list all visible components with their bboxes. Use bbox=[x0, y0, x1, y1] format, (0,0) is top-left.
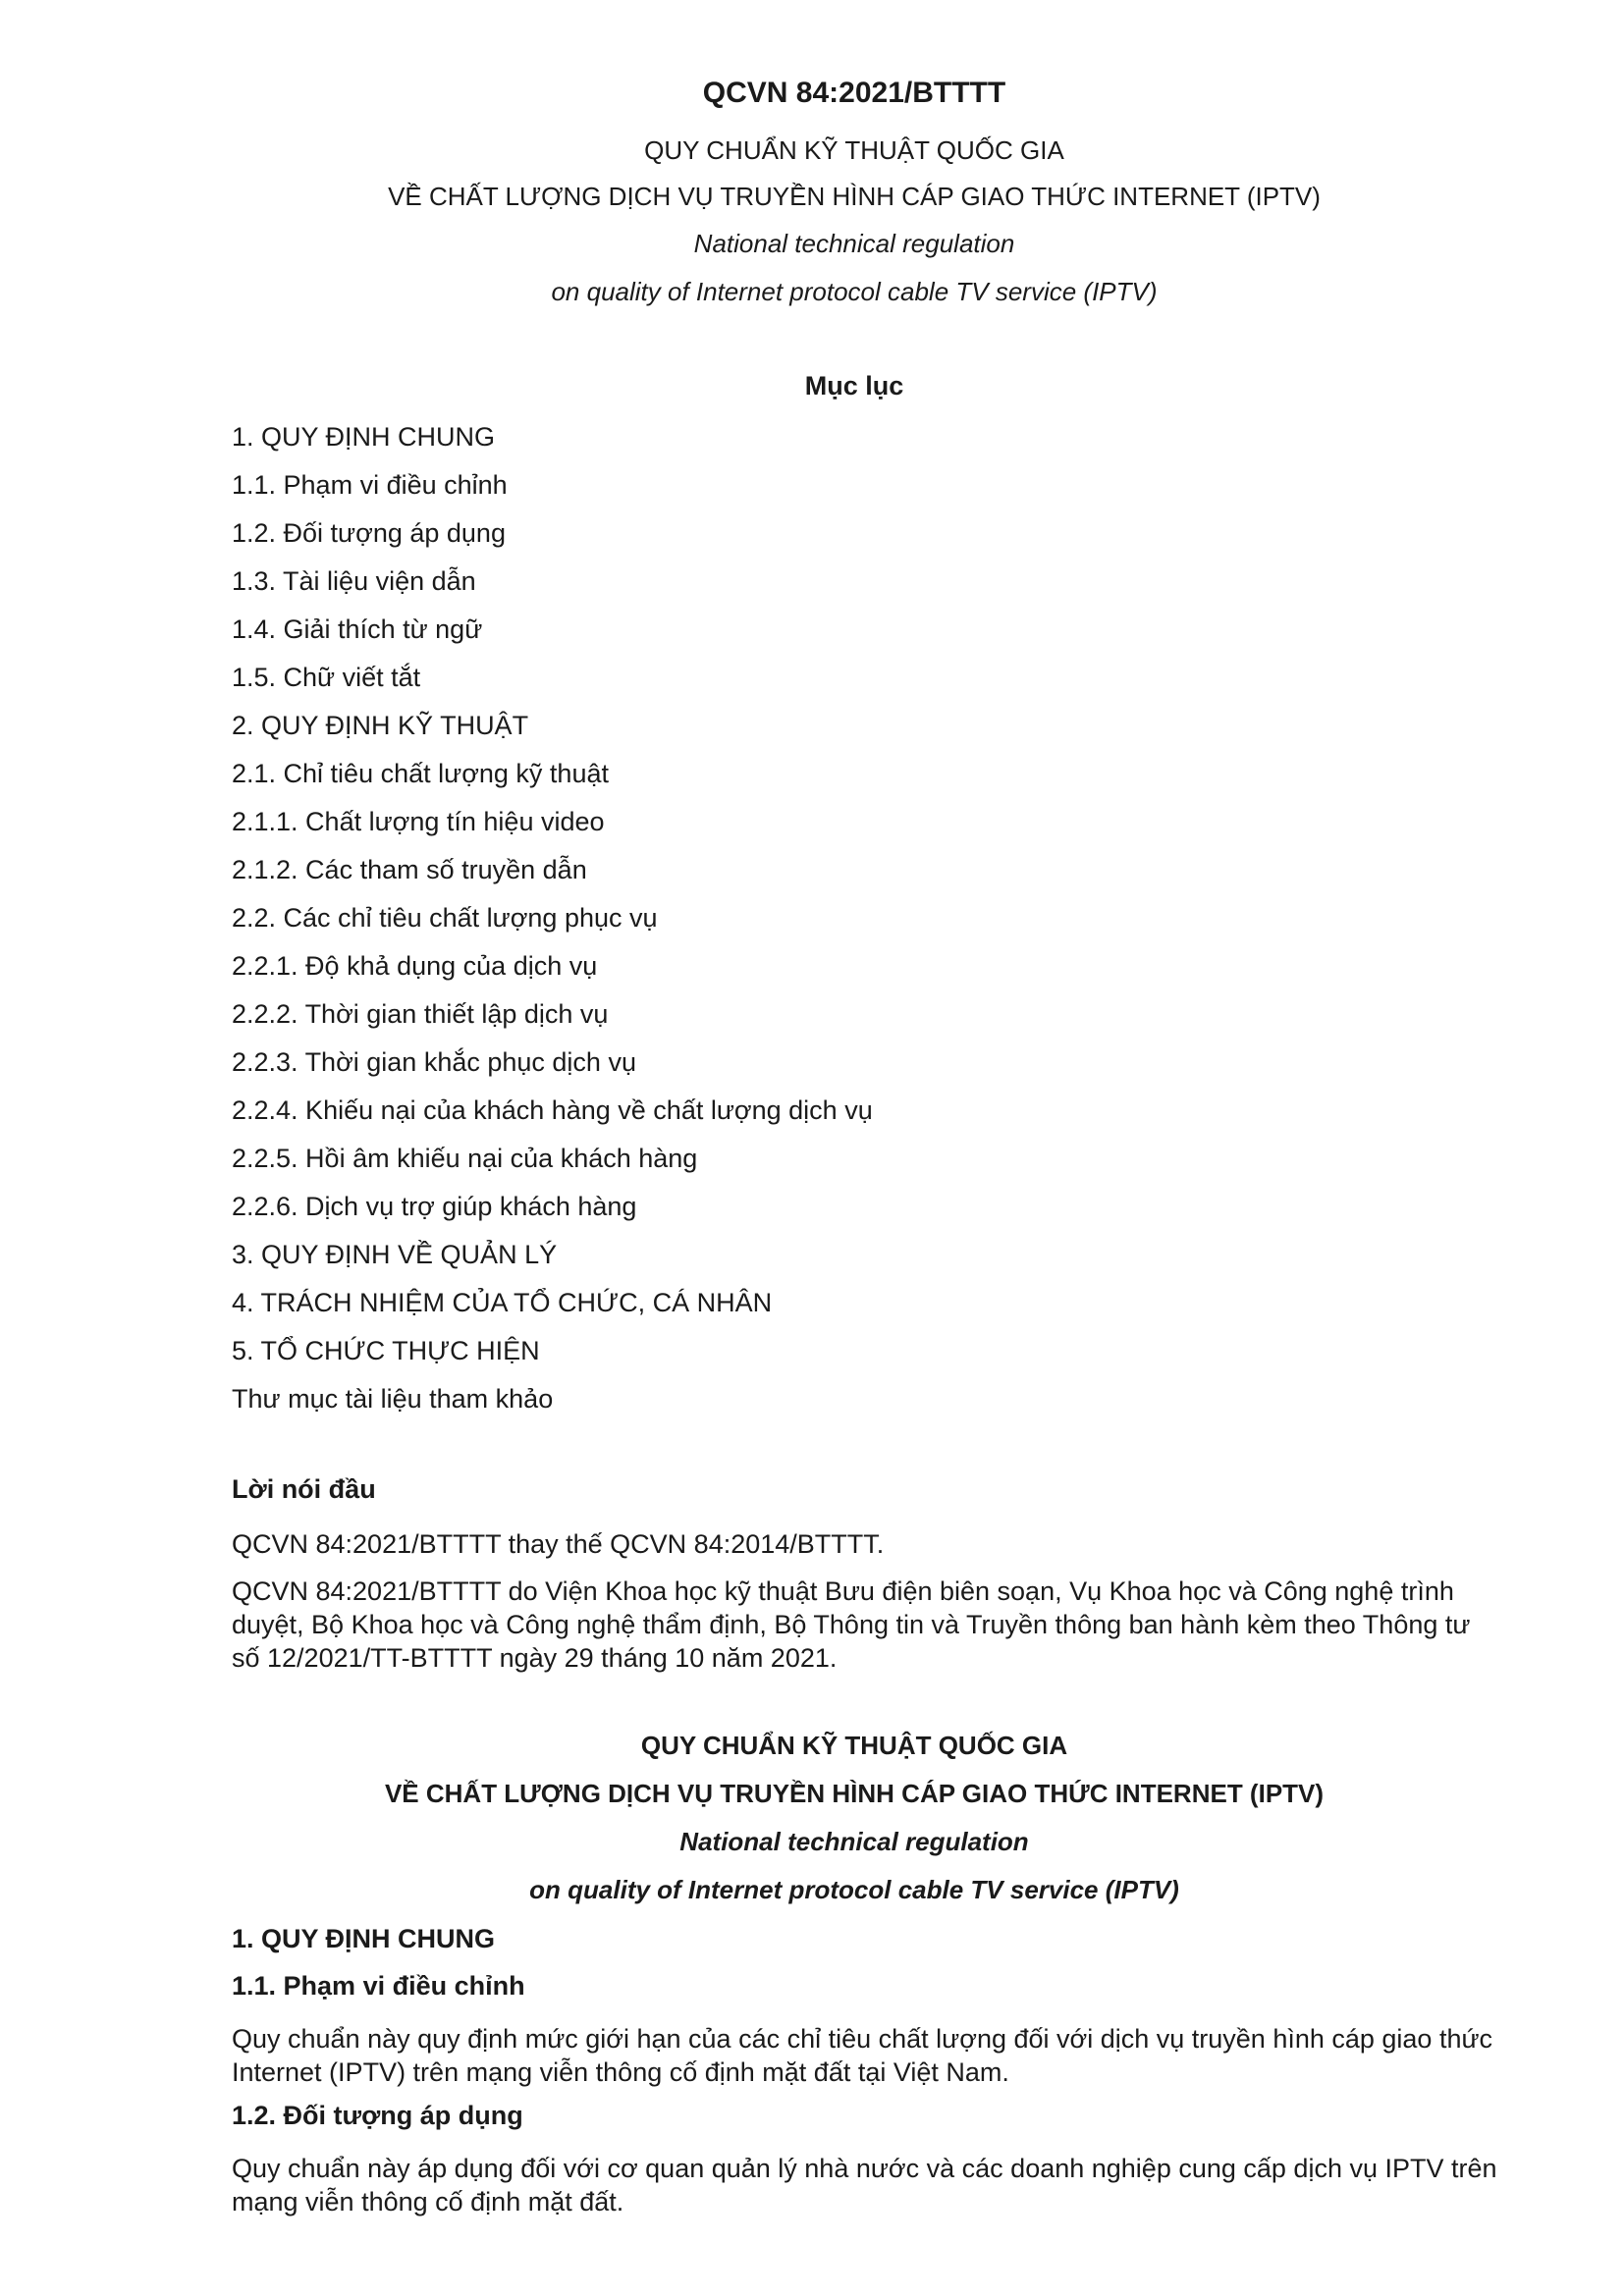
toc-item: 4. TRÁCH NHIỆM CỦA TỔ CHỨC, CÁ NHÂN bbox=[232, 1288, 773, 1317]
toc-item: 2.1. Chỉ tiêu chất lượng kỹ thuật bbox=[232, 759, 609, 788]
toc-item: 2.2.5. Hồi âm khiếu nại của khách hàng bbox=[232, 1144, 698, 1173]
toc-item: 1.3. Tài liệu viện dẫn bbox=[232, 566, 476, 596]
body-english-title-line-1: National technical regulation bbox=[679, 1827, 1029, 1856]
section-1-1-text: Quy chuẩn này quy định mức giới hạn của các chỉ tiêu chất lượng đối với dịch vụ truyền hình cáp giao thức Internet (IPTV) trên mạng viễn thông cố định mặt đất tại Việt Nam. bbox=[232, 2024, 1493, 2087]
toc-item: 1.1. Phạm vi điều chỉnh bbox=[232, 470, 508, 500]
section-1-2-heading: 1.2. Đối tượng áp dụng bbox=[232, 2101, 523, 2130]
section-1-2-text: Quy chuẩn này áp dụng đối với cơ quan quản lý nhà nước và các doanh nghiệp cung cấp dịch vụ IPTV trên mạng viễn thông cố định mặt đất. bbox=[232, 2154, 1497, 2216]
document-code: QCVN 84:2021/BTTTT bbox=[702, 77, 1006, 109]
english-title-line-2: on quality of Internet protocol cable TV service (IPTV) bbox=[551, 277, 1158, 306]
toc-item: 2.1.1. Chất lượng tín hiệu video bbox=[232, 807, 605, 836]
toc-item: Thư mục tài liệu tham khảo bbox=[232, 1384, 554, 1414]
toc-item: 3. QUY ĐỊNH VỀ QUẢN LÝ bbox=[232, 1240, 558, 1269]
toc-item: 2. QUY ĐỊNH KỸ THUẬT bbox=[232, 711, 529, 740]
foreword-paragraph-1: QCVN 84:2021/BTTTT thay thế QCVN 84:2014/BTTTT. bbox=[232, 1529, 885, 1559]
section-1-heading: 1. QUY ĐỊNH CHUNG bbox=[232, 1924, 496, 1953]
toc-item: 2.2.1. Độ khả dụng của dịch vụ bbox=[232, 951, 598, 981]
english-title-line-1: National technical regulation bbox=[693, 229, 1015, 258]
toc-item: 2.2.6. Dịch vụ trợ giúp khách hàng bbox=[232, 1192, 637, 1221]
toc-item: 1.4. Giải thích từ ngữ bbox=[232, 614, 483, 644]
toc-item: 2.2. Các chỉ tiêu chất lượng phục vụ bbox=[232, 903, 658, 933]
toc-item: 1.2. Đối tượng áp dụng bbox=[232, 518, 506, 548]
toc-title: Mục lục bbox=[804, 371, 904, 400]
body-title-line-1: QUY CHUẨN KỸ THUẬT QUỐC GIA bbox=[640, 1731, 1068, 1760]
foreword-heading: Lời nói đầu bbox=[232, 1474, 376, 1504]
foreword-paragraph-2: QCVN 84:2021/BTTTT do Viện Khoa học kỹ thuật Bưu điện biên soạn, Vụ Khoa học và Công nghệ trình duyệt, Bộ Khoa học và Công nghệ thẩm định, Bộ Thông tin và Truyền thông ban hành kèm theo Thông tư số 12/2021/TT-BTTTT ngày 29 tháng 10 năm 2021. bbox=[232, 1576, 1471, 1673]
toc-item: 5. TỔ CHỨC THỰC HIỆN bbox=[232, 1336, 540, 1365]
toc-item: 2.2.2. Thời gian thiết lập dịch vụ bbox=[232, 999, 609, 1029]
toc-item: 1. QUY ĐỊNH CHUNG bbox=[232, 422, 496, 452]
table-of-contents bbox=[232, 417, 873, 1427]
body-title-line-2: VỀ CHẤT LƯỢNG DỊCH VỤ TRUYỀN HÌNH CÁP GIAO THỨC INTERNET (IPTV) bbox=[384, 1779, 1325, 1808]
toc-item: 2.2.4. Khiếu nại của khách hàng về chất lượng dịch vụ bbox=[232, 1095, 873, 1125]
body-english-title-line-2: on quality of Internet protocol cable TV service (IPTV) bbox=[529, 1875, 1179, 1904]
title-line-1: QUY CHUẨN KỸ THUẬT QUỐC GIA bbox=[644, 135, 1064, 165]
title-line-2: VỀ CHẤT LƯỢNG DỊCH VỤ TRUYỀN HÌNH CÁP GIAO THỨC INTERNET (IPTV) bbox=[388, 182, 1321, 211]
section-1-1-heading: 1.1. Phạm vi điều chỉnh bbox=[232, 1971, 525, 2001]
toc-item: 2.1.2. Các tham số truyền dẫn bbox=[232, 855, 587, 884]
toc-item: 1.5. Chữ viết tắt bbox=[232, 663, 421, 692]
toc-item: 2.2.3. Thời gian khắc phục dịch vụ bbox=[232, 1047, 636, 1077]
